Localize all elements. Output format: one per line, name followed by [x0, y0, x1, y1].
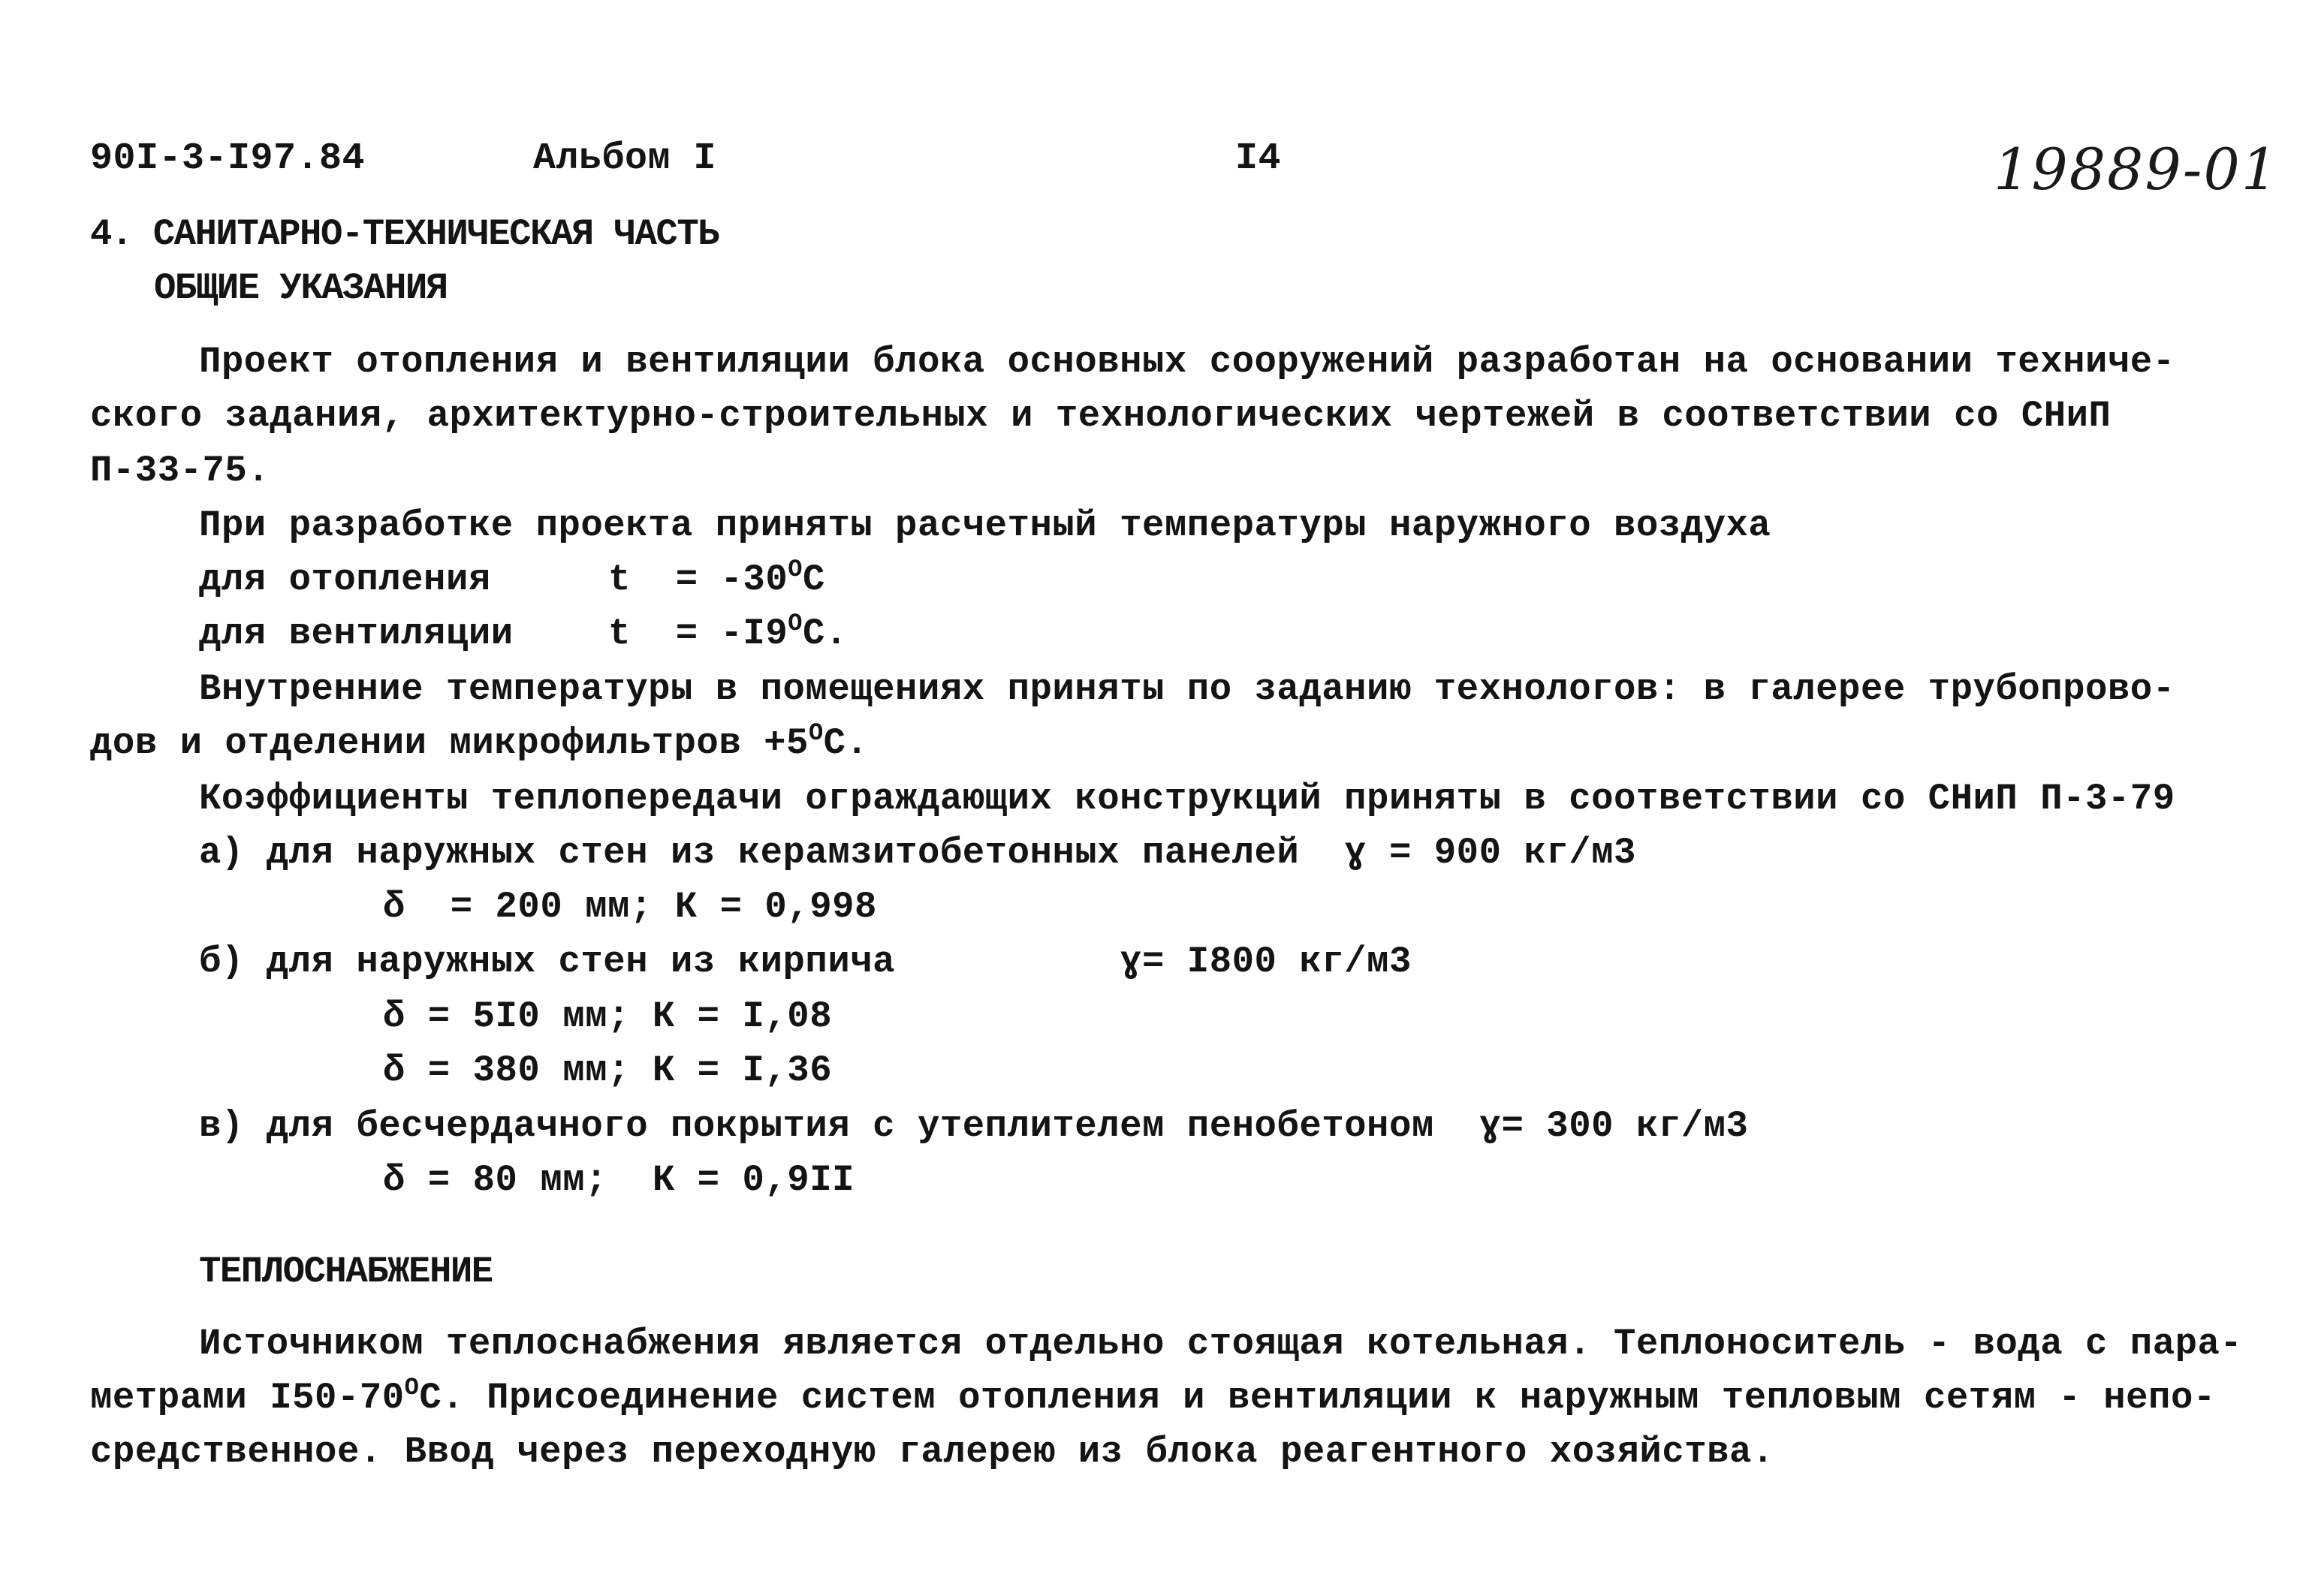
heat-supply-line-1: Источником теплоснабжения является отдельно стоящая котельная. Теплоноситель - вода с пара- [199, 1323, 2243, 1365]
heat-supply-line-3: средственное. Ввод через переходную галерею из блока реагентного хозяйства. [90, 1431, 1774, 1473]
heating-label: для отопления [199, 559, 491, 601]
heating-temperature: $t = -30^OС$ [608, 556, 825, 601]
archive-number: 19889-01 [1994, 136, 2280, 203]
item-b-values-2: δ = 380 мм; К = I,36 [383, 1049, 833, 1092]
ventilation-label: для вентиляции [199, 613, 514, 655]
item-v-values: δ = 80 мм; К = 0,9II [383, 1159, 855, 1201]
album-label: Альбом I [533, 137, 717, 180]
item-b: б) для наружных стен из кирпича ɣ= I800 кг/м3 [199, 941, 1412, 983]
heat-supply-title: ТЕПЛОСНАБЖЕНИЕ [199, 1251, 493, 1293]
doc-code: 90I-3-I97.84 [90, 137, 366, 180]
paragraph-1-line-1: Проект отопления и вентиляции блока основных сооружений разработан на основании техниче- [199, 341, 2175, 383]
item-v: в) для бесчердачного покрытия с утеплителем пенобетоном ɣ= 300 кг/м3 [199, 1105, 1749, 1147]
paragraph-1-line-3: П-33-75. [90, 450, 270, 492]
item-a-values: δ = 200 мм; К = 0,998 [383, 886, 877, 928]
paragraph-1-line-2: ского задания, архитектурно-строительных и технологических чертежей в соответствии со СНиП [90, 395, 2112, 437]
subsection-title: ОБЩИЕ УКАЗАНИЯ [154, 267, 448, 309]
ventilation-temperature: $t = -I9^OС$. [608, 610, 848, 655]
item-b-values-1: δ = 5I0 мм; К = I,08 [383, 995, 833, 1037]
paragraph-3-line-2: дов и отделении микрофильтров $+5^OС$. [90, 719, 869, 764]
paragraph-2: При разработке проекта приняты расчетный температуры наружного воздуха [199, 504, 1771, 547]
item-a: а) для наружных стен из керамзитобетонных панелей ɣ = 900 кг/м3 [199, 832, 1636, 874]
heat-supply-line-2: метрами $I50-70^OС$. Присоединение систем отопления и вентиляции к наружным тепловым сетям - непо- [90, 1374, 2216, 1419]
section-title: 4. САНИТАРНО-ТЕХНИЧЕСКАЯ ЧАСТЬ [90, 213, 719, 255]
paragraph-4: Коэффициенты теплопередачи ограждающих конструкций приняты в соответствии со СНиП П-3-79 [199, 778, 2175, 820]
paragraph-3-line-1: Внутренние температуры в помещениях приняты по заданию технологов: в галерее трубопрово- [199, 668, 2175, 710]
page-number: I4 [1235, 137, 1282, 180]
